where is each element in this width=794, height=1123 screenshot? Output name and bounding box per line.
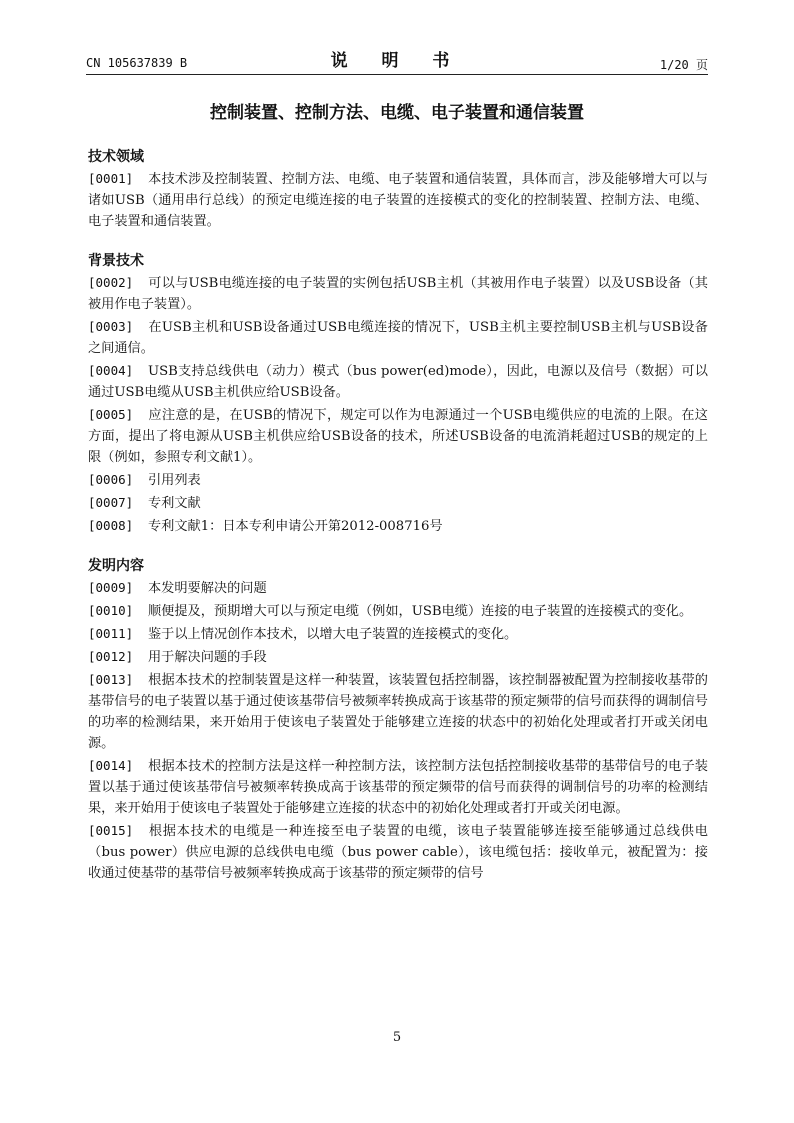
paragraph-number: [0009] xyxy=(88,580,134,595)
page-number: 5 xyxy=(392,1030,402,1045)
paragraph-number: [0007] xyxy=(88,495,134,510)
paragraph xyxy=(88,492,708,514)
paragraph-number: [0011] xyxy=(88,626,134,641)
section-title: 技术领域 xyxy=(88,149,144,165)
paragraph-text: 根据本技术的控制方法是这样一种控制方法，该控制方法包括控制接收基带的基带信号的电子装置以基于通过使该基带信号被频率转换成高于该基带的预定频带的信号而获得的调制信号的功率的检测结果，来开始用于使该电子装置处于能够建立连接的状态中的初始化处理或者打开或关闭电源。 xyxy=(88,759,708,816)
paragraph-number: [0015] xyxy=(88,823,134,838)
page-count: 1/20 页 xyxy=(659,58,708,72)
paragraph xyxy=(88,404,708,468)
paragraph xyxy=(88,755,708,819)
paragraph-text: USB支持总线供电（动力）模式（bus power(ed)mode），因此，电源以及信号（数据）可以通过USB电缆从USB主机供应给USB设备。 xyxy=(88,364,708,400)
paragraph-text: 专利文献 xyxy=(148,496,201,511)
paragraph-number: [0004] xyxy=(88,363,134,378)
section-title: 发明内容 xyxy=(88,558,144,574)
section xyxy=(88,555,708,884)
paragraph xyxy=(88,623,708,645)
paragraph xyxy=(88,577,708,599)
paragraph xyxy=(88,316,708,359)
paragraph-number: [0010] xyxy=(88,603,134,618)
paragraph-number: [0005] xyxy=(88,407,134,422)
paragraph-text: 顺便提及，预期增大可以与预定电缆（例如，USB电缆）连接的电子装置的连接模式的变化。 xyxy=(148,604,693,619)
page-header xyxy=(86,44,708,76)
paragraph xyxy=(88,168,708,232)
header-title: 说 明 书 xyxy=(330,51,464,71)
paragraph-number: [0012] xyxy=(88,649,134,664)
paragraph-number: [0001] xyxy=(88,171,134,186)
paragraph-text: 本发明要解决的问题 xyxy=(148,581,267,596)
paragraph xyxy=(88,646,708,668)
paragraph-text: 根据本技术的控制装置是这样一种装置，该装置包括控制器，该控制器被配置为控制接收基带的基带信号的电子装置以基于通过使该基带信号被频率转换成高于该基带的预定频带的信号而获得的调制信号的功率的检测结果，来开始用于使该电子装置处于能够建立连接的状态中的初始化处理或者打开或关闭电源。 xyxy=(88,673,708,751)
document-title: 控制装置、控制方法、电缆、电子装置和通信装置 xyxy=(210,103,584,123)
paragraph-number: [0014] xyxy=(88,758,134,773)
section xyxy=(88,146,708,232)
paragraph-number: [0003] xyxy=(88,319,134,334)
paragraph-text: 专利文献1：日本专利申请公开第2012-008716号 xyxy=(148,519,443,534)
paragraph-text: 引用列表 xyxy=(148,473,201,488)
paragraph-text: 在USB主机和USB设备通过USB电缆连接的情况下，USB主机主要控制USB主机与USB设备之间通信。 xyxy=(88,320,708,356)
section-title: 背景技术 xyxy=(88,253,144,269)
paragraph-number: [0008] xyxy=(88,518,134,533)
paragraph xyxy=(88,272,708,315)
paragraph xyxy=(88,669,708,754)
paragraph-text: 可以与USB电缆连接的电子装置的实例包括USB主机（其被用作电子装置）以及USB设备（其被用作电子装置）。 xyxy=(88,276,708,312)
paragraph xyxy=(88,820,708,884)
paragraph-text: 鉴于以上情况创作本技术，以增大电子装置的连接模式的变化。 xyxy=(148,627,518,642)
paragraph xyxy=(88,360,708,403)
paragraph-number: [0006] xyxy=(88,472,134,487)
paragraph-text: 本技术涉及控制装置、控制方法、电缆、电子装置和通信装置，具体而言，涉及能够增大可以与诸如USB（通用串行总线）的预定电缆连接的电子装置的连接模式的变化的控制装置、控制方法、电缆、电子装置和通信装置。 xyxy=(88,172,708,229)
paragraph-text: 用于解决问题的手段 xyxy=(148,650,267,665)
paragraph xyxy=(88,515,708,537)
paragraph xyxy=(88,469,708,491)
paragraph-text: 应注意的是，在USB的情况下，规定可以作为电源通过一个USB电缆供应的电流的上限。在这方面，提出了将电源从USB主机供应给USB设备的技术，所述USB设备的电流消耗超过USB的规定的上限（例如，参照专利文献1）。 xyxy=(88,408,708,465)
document-body xyxy=(88,146,708,885)
paragraph-number: [0002] xyxy=(88,275,134,290)
paragraph-text: 根据本技术的电缆是一种连接至电子装置的电缆，该电子装置能够连接至能够通过总线供电（bus power）供应电源的总线供电电缆（bus power cable），该电缆包括：接收单元，被配置为：接收通过使基带的基带信号被频率转换成高于该基带的预定频带的信号 xyxy=(88,824,708,881)
patent-number: CN 105637839 B xyxy=(86,56,188,70)
header-divider xyxy=(86,74,708,75)
section xyxy=(88,250,708,537)
paragraph-number: [0013] xyxy=(88,672,134,687)
paragraph xyxy=(88,600,708,622)
